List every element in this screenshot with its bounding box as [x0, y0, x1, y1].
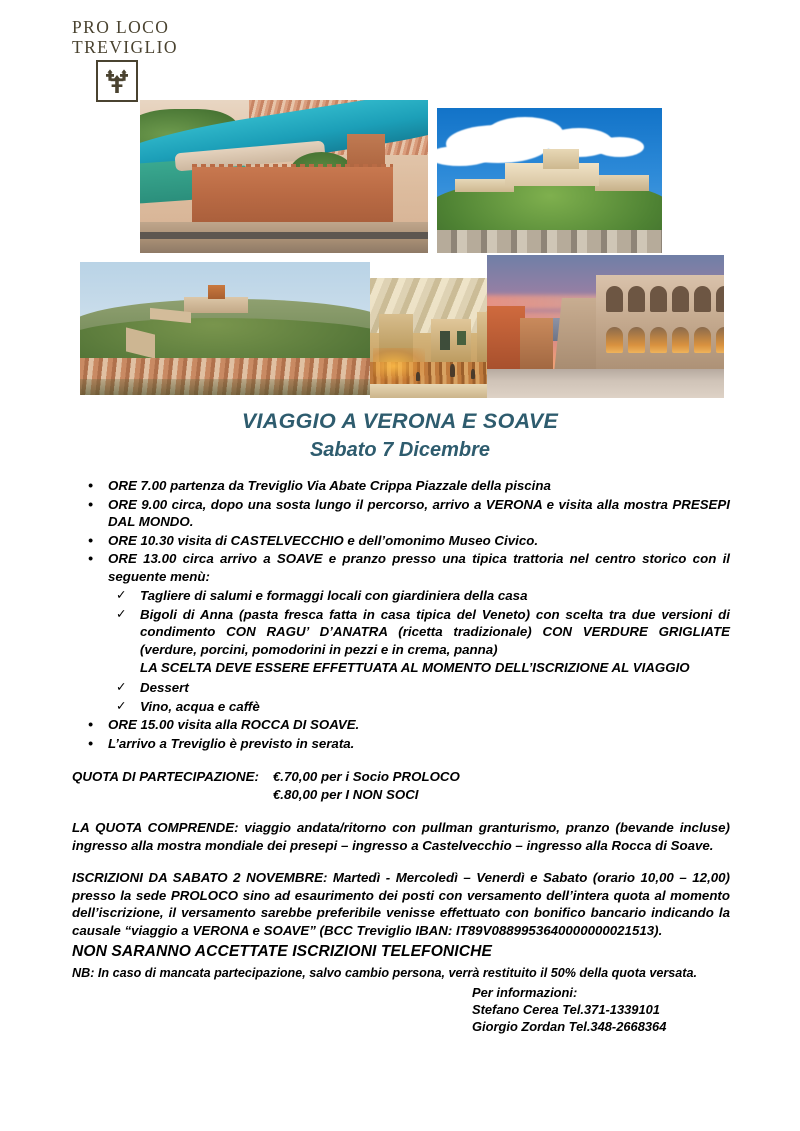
list-item: ✓ Bigoli di Anna (pasta fresca fatta in casa tipica del Veneto) con scelta tra due versioni di condimento CON RAGU’ D’ANATRA (ricetta tradizionale) CON VERDURE GRIGLIATE (verdure, porcini, pomodorini in pezzi e in crema, panna): [114, 606, 730, 659]
list-item: • ORE 13.00 circa arrivo a SOAVE e pranzo presso una tipica trattoria nel centro storico con il seguente menù:: [72, 550, 730, 585]
participation-fee-label: QUOTA DI PARTECIPAZIONE:: [72, 769, 259, 785]
page-subtitle: Sabato 7 Dicembre: [309, 438, 491, 461]
photo-rocca-di-soave-hill: [437, 108, 662, 253]
poster-body: [72, 477, 730, 1035]
list-item: • ORE 10.30 visita di CASTELVECCHIO e dell’omonimo Museo Civico.: [72, 532, 730, 550]
contact-person-1: Stefano Cerea Tel.371-1339101: [472, 1001, 660, 1017]
fee-members: €.70,00 per i Socio PROLOCO: [272, 769, 460, 785]
list-item: ✓ Tagliere di salumi e formaggi locali con giardiniera della casa: [114, 587, 730, 605]
photo-castelvecchio-aerial: [140, 100, 428, 253]
list-item: ✓ Dessert: [114, 679, 730, 697]
registration-paragraph: ISCRIZIONI DA SABATO 2 NOVEMBRE: Martedì - Mercoledì – Venerdì e Sabato (orario 10,00 – 12,00) presso la sede PROLOCO sino ad esaurimento dei posti con versamento dell’intera quota al momento dell’iscrizione, il versamento sarebbe preferibile venisse effettuato con bonifico bancario indicando la causale “viaggio a VERONA e SOAVE” (BCC Treviglio IBAN: IT89V0889953640000000021513).: [72, 870, 730, 939]
menu-list-continued: [72, 679, 730, 715]
logo-text-line2: TREVIGLIO: [72, 36, 178, 57]
contact-block: [72, 984, 730, 1035]
list-item: • L’arrivo a Treviglio è previsto in serata.: [72, 735, 730, 753]
list-item: ✓ Vino, acqua e caffè: [114, 698, 730, 716]
menu-choice-note: LA SCELTA DEVE ESSERE EFFETTUATA AL MOMENTO DELL’ISCRIZIONE AL VIAGGIO: [140, 660, 690, 676]
includes-paragraph: LA QUOTA COMPRENDE: viaggio andata/ritorno con pullman granturismo, pranzo (bevande incluse) ingresso alla mostra mondiale dei presepi – ingresso a Castelvecchio – ingresso alla Rocca di Soave.: [72, 820, 730, 853]
list-item: • ORE 9.00 circa, dopo una sosta lungo il percorso, arrivo a VERONA e visita alla mostra PRESEPI DAL MONDO.: [72, 496, 730, 531]
participation-fee-block: [72, 768, 730, 803]
page-title: VIAGGIO A VERONA E SOAVE: [241, 409, 559, 433]
photo-soave-town-castle: [80, 262, 370, 395]
menu-list: [72, 587, 730, 658]
contact-person-2: Giorgio Zordan Tel.348-2668364: [472, 1019, 667, 1035]
poster-titles: [0, 408, 800, 463]
photo-collage: [0, 0, 800, 400]
list-item: • ORE 15.00 visita alla ROCCA DI SOAVE.: [72, 716, 730, 734]
no-phone-registration-notice: NON SARANNO ACCETTATE ISCRIZIONI TELEFONICHE: [72, 942, 492, 960]
photo-arena-di-verona-sunset: [487, 255, 724, 398]
fee-non-members: €.80,00 per I NON SOCI: [272, 786, 419, 802]
program-list-continued: [72, 716, 730, 752]
contact-header: Per informazioni:: [472, 984, 578, 1000]
list-item: • ORE 7.00 partenza da Treviglio Via Abate Crippa Piazzale della piscina: [72, 477, 730, 495]
logo-text-line1: PRO LOCO: [72, 17, 170, 37]
refund-note: NB: In caso di mancata partecipazione, salvo cambio persona, verrà restituito il 50% della quota versata.: [72, 966, 698, 981]
program-list: [72, 477, 730, 585]
participation-fee-values: [273, 768, 460, 803]
